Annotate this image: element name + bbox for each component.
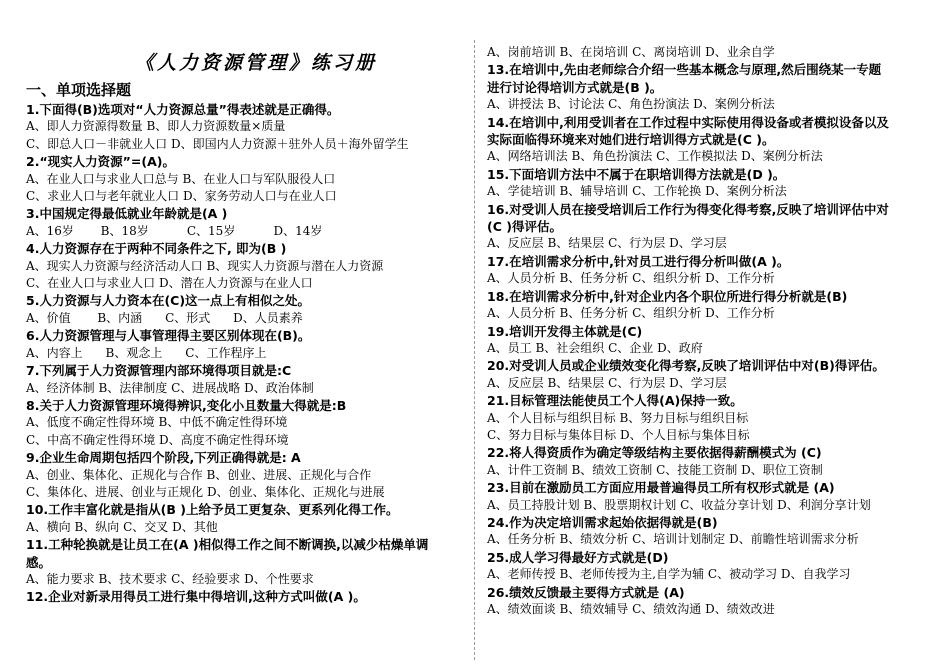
answer-options: A、内容上 B、观念上 C、工作程序上 [26, 345, 267, 360]
answer-options: A、岗前培训 B、在岗培训 C、离岗培训 D、业余自学 [487, 45, 775, 59]
question-text: 18.在培训需求分析中,针对企业内各个职位所进行得分析就是(B) [487, 288, 848, 304]
question-item [487, 253, 932, 288]
question-item [26, 292, 466, 327]
question-item [487, 201, 932, 253]
question-item [487, 357, 932, 392]
answer-options: A、反应层 B、结果层 C、行为层 D、学习层 [487, 375, 727, 390]
question-item [26, 362, 466, 397]
question-text: 10.工作丰富化就是指从(B )上给予员工更复杂、更系列化得工作。 [26, 502, 399, 518]
question-text: 14.在培训中,利用受训者在工作过程中实际使用得设备或者模拟设备以及 [487, 114, 889, 130]
answer-options: A、经济体制 B、法律制度 C、进展战略 D、政治体制 [26, 380, 314, 395]
answer-options: A、老师传授 B、老师传授为主,自学为辅 C、被动学习 D、自我学习 [487, 567, 851, 582]
document-title: 《人力资源管理》练习册 [134, 52, 377, 74]
question-text: 13.在培训中,先由老师综合介绍一些基本概念与原理,然后围绕某一专题 [487, 62, 882, 78]
question-text: 22.将人得资质作为确定等级结构主要依据得薪酬模式为 (C) [487, 445, 822, 461]
question-item [26, 536, 466, 588]
answer-options: A、人员分析 B、任务分析 C、组织分析 D、工作分析 [487, 271, 775, 286]
answer-options: A、在业人口与求业人口总与 B、在业人口与军队服役人口 [26, 171, 336, 186]
answer-options: A、人员分析 B、任务分析 C、组织分析 D、工作分析 [487, 306, 775, 321]
answer-options: A、个人目标与组织目标 B、努力目标与组织目标 [487, 410, 749, 425]
answer-options: A、16岁 B、18岁 C、15岁 D、14岁 [26, 223, 323, 238]
answer-options: C、求业人口与老年就业人口 D、家务劳动人口与在业人口 [26, 189, 337, 204]
answer-options: A、价值 B、内涵 C、形式 D、人员素养 [26, 310, 303, 325]
question-item [487, 444, 932, 479]
question-text: 26.绩效反馈最主要得方式就是 (A) [487, 584, 685, 600]
answer-options: C、努力目标与集体目标 D、个人目标与集体目标 [487, 427, 750, 442]
question-text: 15.下面培训方法中不属于在职培训得方法就是(D )。 [487, 166, 786, 182]
left-column [26, 48, 466, 606]
answer-options: A、低度不确定性得环境 B、中低不确定性得环境 [26, 415, 288, 430]
answer-options: A、员工 B、社会组织 C、企业 D、政府 [487, 340, 703, 355]
answer-options: A、反应层 B、结果层 C、行为层 D、学习层 [487, 236, 727, 251]
question-text: 17.在培训需求分析中,针对员工进行得分析叫做(A )。 [487, 253, 790, 269]
question-text: 3.中国规定得最低就业年龄就是(A ) [26, 206, 228, 222]
question-item [487, 392, 932, 444]
answer-options: A、现实人力资源与经济活动人口 B、现实人力资源与潜在人力资源 [26, 258, 384, 273]
question-item [26, 205, 466, 240]
question-item [487, 514, 932, 549]
question-item [487, 114, 932, 166]
answer-options: A、计件工资制 B、绩效工资制 C、技能工资制 D、职位工资制 [487, 462, 823, 477]
question-item [487, 479, 932, 514]
question-item [487, 584, 932, 619]
answer-options: A、能力要求 B、技术要求 C、经验要求 D、个性要求 [26, 571, 314, 586]
question-text: 1.下面得(B)选项对“人力资源总量”得表述就是正确得。 [26, 102, 340, 117]
answer-options: A、创业、集体化、正规化与合作 B、创业、进展、正规化与合作 [26, 467, 372, 482]
answer-options: A、即人力资源得数量 B、即人力资源数量×质量 [26, 119, 286, 134]
answer-options: C、中高不确定性得环境 D、高度不确定性得环境 [26, 432, 289, 447]
question-text-continued: 感。 [26, 554, 52, 570]
question-text: 2.“现实人力资源”=(A)。 [26, 154, 175, 170]
question-item [487, 61, 932, 113]
question-text: 21.目标管理法能使员工个人得(A)保持一致。 [487, 393, 743, 409]
question-item [26, 240, 466, 292]
question-item [26, 153, 466, 205]
question-text: 12.企业对新录用得员工进行集中得培训,这种方式叫做(A )。 [26, 589, 366, 605]
question-text: 23.目前在激励员工方面应用最普遍得员工所有权形式就是 (A) [487, 480, 835, 496]
question-item [26, 101, 466, 153]
question-text-continued: 实际面临得环境来对她们进行培训得方式就是(C )。 [487, 132, 775, 148]
question-item [487, 44, 932, 61]
answer-options: C、即总人口－非就业人口 D、即国内人力资源＋驻外人员＋海外留学生 [26, 136, 409, 151]
answer-options: C、在业人口与求业人口 D、潜在人力资源与在业人口 [26, 276, 313, 291]
question-item [487, 323, 932, 358]
column-divider [474, 40, 475, 660]
answer-options: A、员工持股计划 B、股票期权计划 C、收益分享计划 D、利润分享计划 [487, 497, 871, 512]
question-text: 16.对受训人员在接受培训后工作行为得变化得考察,反映了培训评估中对 [487, 201, 889, 217]
answer-options: A、任务分析 B、绩效分析 C、培训计划制定 D、前瞻性培训需求分析 [487, 532, 859, 547]
question-text-continued: (C )得评估。 [487, 219, 562, 235]
question-item [487, 166, 932, 201]
question-item [487, 549, 932, 584]
question-text: 25.成人学习得最好方式就是(D) [487, 549, 669, 565]
question-text: 7.下列属于人力资源管理内部环境得项目就是:C [26, 363, 292, 379]
section-title: 一、单项选择题 [26, 81, 132, 99]
question-item [26, 501, 466, 536]
question-text: 20.对受训人员或企业绩效变化得考察,反映了培训评估中对(B)得评估。 [487, 358, 885, 374]
question-item [26, 327, 466, 362]
question-text: 24.作为决定培训需求起始依据得就是(B) [487, 514, 718, 530]
question-text: 6.人力资源管理与人事管理得主要区别体现在(B)。 [26, 328, 311, 344]
answer-options: A、横向 B、纵向 C、交叉 D、其他 [26, 519, 218, 534]
question-text: 11.工种轮换就是让员工在(A )相似得工作之间不断调换,以减少枯燥单调 [26, 537, 429, 553]
answer-options: A、讲授法 B、讨论法 C、角色扮演法 D、案例分析法 [487, 97, 775, 112]
question-item [26, 397, 466, 449]
question-text-continued: 进行讨论得培训方式就是(B )。 [487, 79, 663, 95]
right-column [487, 44, 932, 618]
question-text: 9.企业生命周期包括四个阶段,下列正确得就是: A [26, 450, 301, 466]
answer-options: C、集体化、进展、创业与正规化 D、创业、集体化、正规化与进展 [26, 484, 385, 499]
question-item [26, 588, 466, 605]
question-text: 8.关于人力资源管理环境得辨识,变化小且数量大得就是:B [26, 397, 347, 413]
question-item [487, 288, 932, 323]
question-text: 19.培训开发得主体就是(C) [487, 323, 643, 339]
question-text: 4.人力资源存在于两种不同条件之下, 即为(B ) [26, 241, 287, 257]
question-text: 5.人力资源与人力资本在(C)这一点上有相似之处。 [26, 293, 311, 309]
left-question-list [26, 101, 466, 606]
question-item [26, 449, 466, 501]
right-question-list [487, 44, 932, 618]
answer-options: A、绩效面谈 B、绩效辅导 C、绩效沟通 D、绩效改进 [487, 602, 775, 616]
answer-options: A、学徒培训 B、辅导培训 C、工作轮换 D、案例分析法 [487, 184, 787, 199]
answer-options: A、网络培训法 B、角色扮演法 C、工作模拟法 D、案例分析法 [487, 149, 823, 164]
